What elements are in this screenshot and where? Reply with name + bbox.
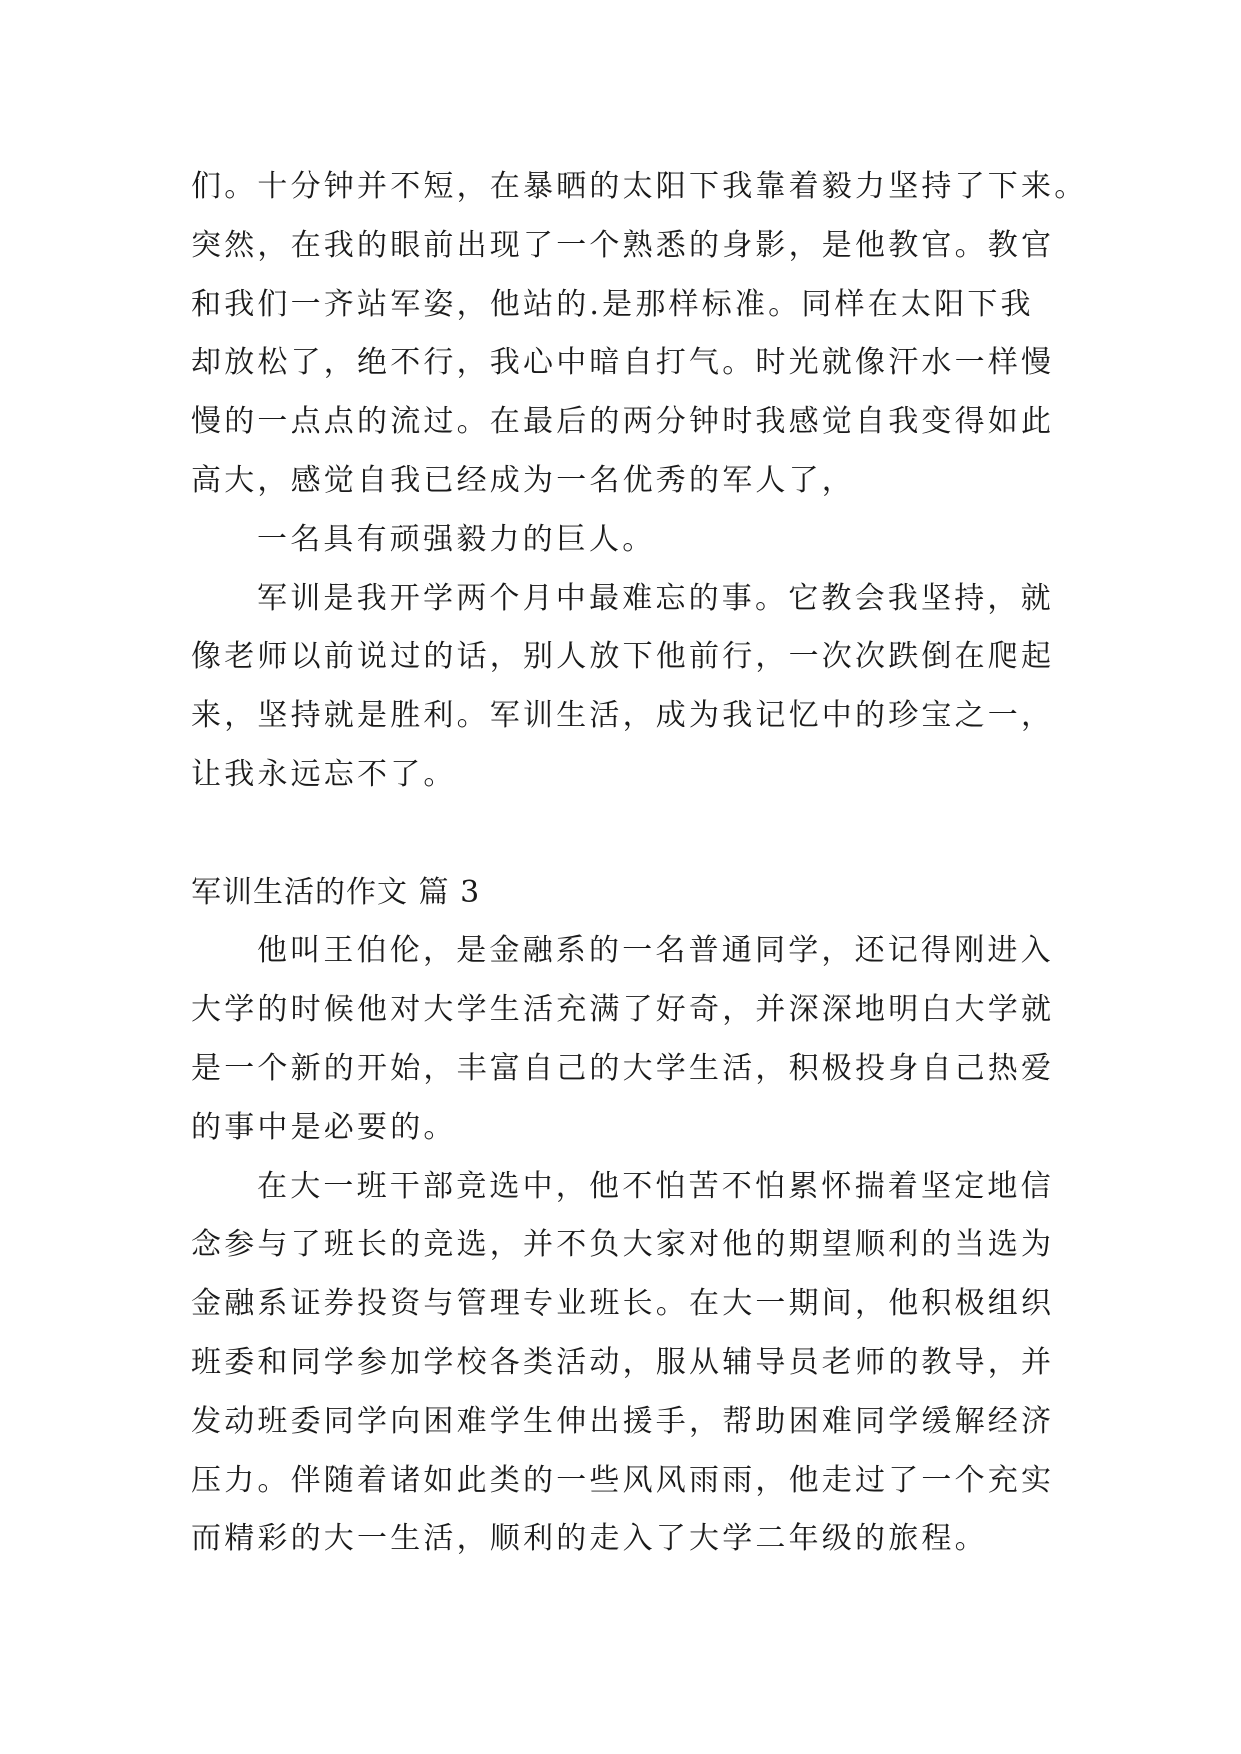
text-line: 一名具有顽强毅力的巨人。 (257, 521, 656, 557)
text-line: 让我永远忘不了。 (191, 756, 457, 792)
paragraph-3 (191, 570, 1071, 805)
section-heading: 军训生活的作文 篇 3 (191, 874, 481, 910)
paragraph-1 (191, 158, 1088, 511)
text-line: 大学的时候他对大学生活充满了好奇，并深深地明白大学就 (191, 992, 1055, 1028)
text-line: 军训是我开学两个月中最难忘的事。它教会我坚持，就 (257, 580, 1054, 616)
text-line: 发动班委同学向困难学生伸出援手，帮助困难同学缓解经济 (191, 1403, 1055, 1439)
paragraph-spacer (191, 805, 1071, 864)
text-line: 的事中是必要的。 (191, 1109, 457, 1145)
text-line: 在大一班干部竞选中，他不怕苦不怕累怀揣着坚定地信 (257, 1168, 1054, 1204)
paragraph-4 (191, 922, 1071, 1157)
text-line: 突然，在我的眼前出现了一个熟悉的身影，是他教官。教官 (191, 227, 1055, 263)
text-line: 像老师以前说过的话，别人放下他前行，一次次跌倒在爬起 (191, 639, 1055, 675)
text-line: 班委和同学参加学校各类活动，服从辅导员老师的教导，并 (191, 1344, 1055, 1380)
paragraph-5 (191, 1158, 1071, 1570)
text-line: 念参与了班长的竞选，并不负大家对他的期望顺利的当选为 (191, 1227, 1055, 1263)
document-body (191, 158, 1088, 1569)
text-line: 和我们一齐站军姿，他站的.是那样标准。同样在太阳下我 (191, 286, 1034, 322)
paragraph-2 (191, 511, 1071, 570)
text-line: 高大，感觉自我已经成为一名优秀的军人了， (191, 462, 855, 498)
text-line: 而精彩的大一生活，顺利的走入了大学二年级的旅程。 (191, 1521, 988, 1557)
text-line: 却放松了，绝不行，我心中暗自打气。时光就像汗水一样慢 (191, 345, 1055, 381)
text-line: 压力。伴随着诸如此类的一些风风雨雨，他走过了一个充实 (191, 1462, 1055, 1498)
text-line: 来，坚持就是胜利。军训生活，成为我记忆中的珍宝之一， (191, 698, 1055, 734)
text-line: 们。十分钟并不短，在暴晒的太阳下我靠着毅力坚持了下来。 (191, 169, 1088, 204)
text-line: 他叫王伯伦，是金融系的一名普通同学，还记得刚进入 (257, 933, 1054, 969)
text-line: 金融系证券投资与管理专业班长。在大一期间，他积极组织 (191, 1286, 1055, 1322)
text-line: 慢的一点点的流过。在最后的两分钟时我感觉自我变得如此 (191, 404, 1055, 440)
text-line: 是一个新的开始，丰富自己的大学生活，积极投身自己热爱 (191, 1050, 1055, 1086)
